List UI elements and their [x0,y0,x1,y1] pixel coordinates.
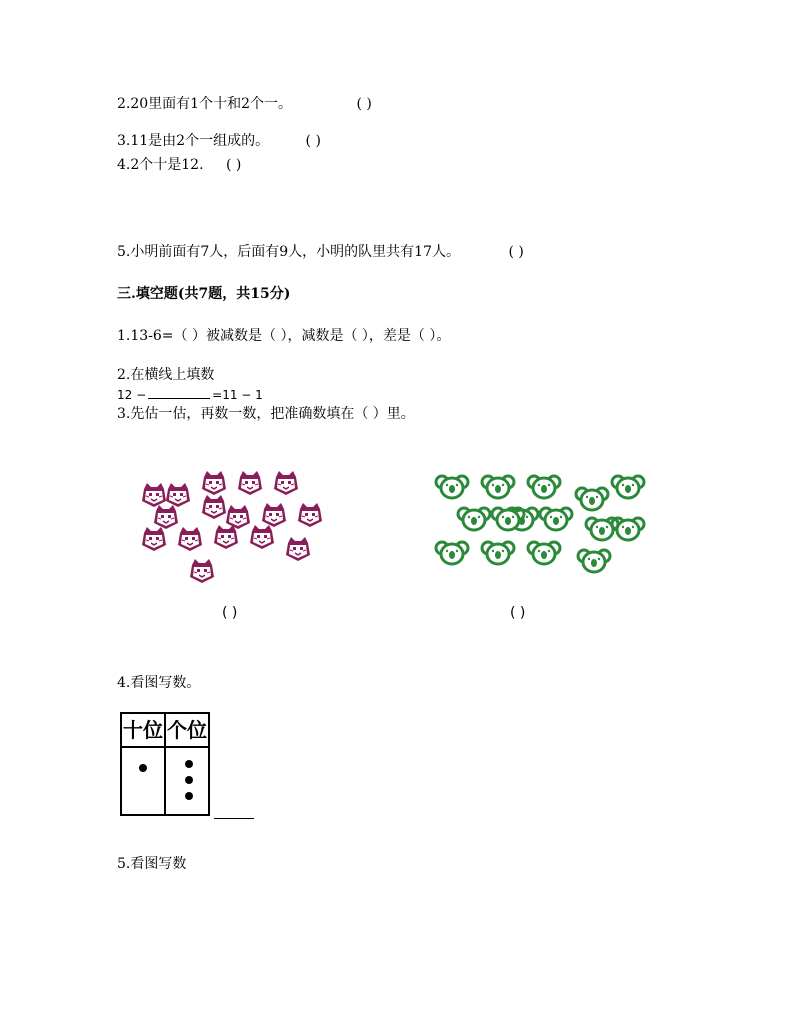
ones-bead [185,760,193,768]
section3-title: 三.填空题(共7题，共15分) [117,286,291,302]
fill-q2-title: 2.在横线上填数 [117,367,215,383]
ones-header: 个位 [165,713,209,747]
koala-face-icon [482,542,514,564]
judge-q3 [117,132,321,150]
judge-q5 [117,243,524,261]
place-value-table [120,712,210,816]
fill-q5: 5.看图写数 [117,856,187,872]
tens-bead [139,764,147,772]
koala-face-icon [458,508,490,530]
judge-q2-text: 2.20里面有1个十和2个一。 [117,96,292,112]
judge-q5-text: 5.小明前面有7人，后面有9人，小明的队里共有17人。 [117,244,460,260]
tiger-face-icon [202,471,226,495]
tiger-face-icon [286,537,310,561]
judge-q4 [117,156,241,174]
koala-face-icon [528,542,560,564]
tiger-group [138,465,358,595]
judge-q3-text: 3.11是由2个一组成的。 [117,133,270,149]
koala-face-icon [436,476,468,498]
judge-q3-paren[interactable]: ( ) [305,133,321,149]
fill-q4: 4.看图写数。 [117,675,201,691]
judge-q2-paren[interactable]: ( ) [356,96,372,112]
koala-face-icon [578,550,610,572]
koala-count-paren[interactable]: ( ) [510,605,526,621]
fill-q2-right: =11 − 1 [212,388,263,402]
fill-q1: 1.13-6=（ ）被减数是（ ），减数是（ ），差是（ ）。 [117,328,451,344]
tiger-face-icon [142,527,166,551]
koala-face-icon [528,476,560,498]
ones-bead [185,776,193,784]
tiger-face-icon [166,483,190,507]
fill-q3: 3.先估一估，再数一数，把准确数填在（ ）里。 [117,406,415,422]
judge-q4-text: 4.2个十是12. [117,157,204,173]
koala-face-icon [482,476,514,498]
fill-q2-equation [117,386,263,404]
koala-face-icon [576,488,608,510]
tiger-face-icon [178,527,202,551]
tiger-face-icon [202,495,226,519]
tens-header: 十位 [121,713,165,747]
fill-q2-blank[interactable] [148,386,210,399]
ones-cell [165,747,209,815]
tiger-face-icon [142,483,166,507]
koala-face-icon [540,508,572,530]
tens-cell [121,747,165,815]
tiger-face-icon [238,471,262,495]
tiger-face-icon [214,525,238,549]
tiger-face-icon [226,505,250,529]
judge-q5-paren[interactable]: ( ) [508,244,524,260]
tiger-face-icon [298,503,322,527]
q4-answer-line[interactable] [214,818,254,819]
koala-group [432,470,652,600]
ones-bead [185,792,193,800]
tiger-face-icon [274,471,298,495]
tiger-face-icon [262,503,286,527]
tiger-face-icon [154,505,178,529]
fill-q2-left: 12 − [117,388,147,402]
tiger-face-icon [250,525,274,549]
koala-face-icon [436,542,468,564]
judge-q4-paren[interactable]: ( ) [225,157,242,173]
judge-q2 [117,95,372,113]
tiger-count-paren[interactable]: ( ) [222,605,238,621]
tiger-face-icon [190,559,214,583]
koala-face-icon [612,476,644,498]
